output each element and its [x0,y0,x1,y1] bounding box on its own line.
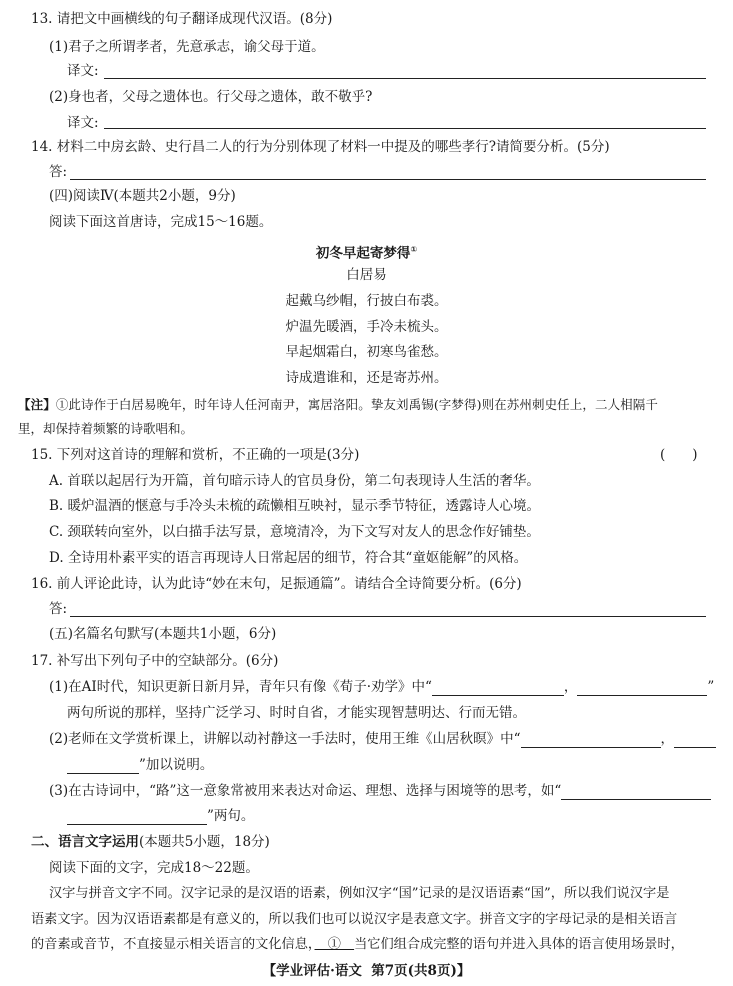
q13-stem: 13. 请把文中画横线的句子翻译成现代汉语。(8分) [31,11,333,27]
q13-answer-label-2: 译文: [67,115,99,131]
q17-s1-line: (1)在AI时代，知识更新日新月异，青年只有像《荀子·劝学》中“ ， ” [49,679,715,695]
passage-line-2: 语素文字。因为汉语语素都是有意义的，所以我们也可以说汉字是表意文字。拼音文字的字母记录的是相关语言 [31,912,678,927]
q17-blank-1b[interactable] [577,681,707,696]
footer-page-number: 第7页(共8页)】 [371,963,471,979]
q16-answer-label: 答: [49,601,68,617]
section4-heading: (四)阅读Ⅳ(本题共2小题，9分) [49,188,236,204]
note-line-1: 【注】①此诗作于白居易晚年，时年诗人任河南尹，寓居洛阳。挚友刘禹锡(字梦得)则在苏州刺史任上，二人相隔千 [18,397,658,412]
passage-blank-1[interactable]: ① [314,937,355,952]
q15-stem: 15. 下列对这首诗的理解和赏析，不正确的一项是(3分) [31,447,360,463]
poem-line-2: 炉温先暖酒，手冷未梳头。 [285,319,448,335]
poem-author: 白居易 [346,267,387,283]
q17-blank-3b[interactable] [67,810,207,825]
q16-stem: 16. 前人评论此诗，认为此诗“妙在末句，足振通篇”。请结合全诗简要分析。(6分) [31,576,522,592]
q15-option-d[interactable]: D. 全诗用朴素平实的语言再现诗人日常起居的细节，符合其“童妪能解”的风格。 [49,550,528,566]
poem-line-1: 起戴乌纱帽，行披白布裘。 [285,293,448,309]
section4-intro: 阅读下面这首唐诗，完成15～16题。 [49,214,273,230]
q13-answer-line-2[interactable] [104,128,706,129]
passage-line-3: 的音素或音节，不直接显示相关语言的文化信息， ① 当它们组合成完整的语句并进入具体的语言使用场景时， [31,937,684,952]
part2-heading: 二、语言文字运用(本题共5小题，18分) [31,834,270,850]
q17-s2-tail: ”加以说明。 [67,756,213,774]
passage-line-1: 汉字与拼音文字不同。汉字记录的是汉语的语素，例如汉字“国”记录的是汉语语素“国”，所以我们说汉字是 [49,886,670,901]
q15-option-a[interactable]: A. 首联以起居行为开篇，首句暗示诗人的官员身份，第二句表现诗人生活的奢华。 [49,473,540,489]
q17-stem: 17. 补写出下列句子中的空缺部分。(6分) [31,653,279,669]
q14-stem: 14. 材料二中房玄龄、史行昌二人的行为分别体现了材料一中提及的哪些孝行?请简要分析。(5分) [31,139,610,155]
q17-blank-1a[interactable] [432,681,564,696]
q17-blank-2b-end[interactable] [67,759,139,774]
q17-s2-line: (2)老师在文学赏析课上，讲解以动衬静这一手法时，使用王维《山居秋暝》中“ ， [49,730,716,748]
q15-option-c[interactable]: C. 颈联转向室外，以白描手法写景，意境清冷，为下文写对友人的思念作好铺垫。 [49,524,540,540]
poem-line-3: 早起烟霜白，初寒鸟雀愁。 [285,344,448,360]
q13-answer-line-1[interactable] [104,78,706,79]
poem-note-mark: ① [410,245,418,254]
q17-blank-3a[interactable] [561,785,711,800]
q15-answer-bracket[interactable]: ( ) [660,447,698,463]
poem-title: 初冬早起寄梦得① [315,245,418,262]
note-line-2: 里，却保持着频繁的诗歌唱和。 [18,421,194,436]
q16-answer-line[interactable] [70,616,706,617]
section5-heading: (五)名篇名句默写(本题共1小题，6分) [49,626,277,642]
q17-s3-tail: ”两句。 [67,807,254,825]
q17-s1-tail: 两句所说的那样，坚持广泛学习、时时自省，才能实现智慧明达、行而无错。 [67,705,526,721]
q17-blank-2a[interactable] [521,733,661,748]
poem-line-4: 诗成遣谁和，还是寄苏州。 [285,370,448,386]
q14-answer-line[interactable] [70,179,706,180]
q17-s3-line: (3)在古诗词中，“路”这一意象常被用来表达对命运、理想、选择与困境等的思考，如“ [49,782,711,800]
footer-subject: 【学业评估·语文 [262,963,362,979]
note-label: 【注】 [18,397,56,412]
page-footer [0,962,733,980]
q14-answer-label: 答: [49,164,68,180]
q13-sentence-1: (1)君子之所谓孝者，先意承志，谕父母于道。 [49,39,325,55]
part2-intro: 阅读下面的文字，完成18～22题。 [49,860,259,876]
q13-sentence-2: (2)身也者，父母之遗体也。行父母之遗体，敢不敬乎? [49,89,373,105]
q17-blank-2b-start[interactable] [674,733,716,748]
q15-option-b[interactable]: B. 暖炉温酒的惬意与手冷头未梳的疏懒相互映衬，显示季节特征，透露诗人心境。 [49,498,541,514]
q13-answer-label-1: 译文: [67,63,99,79]
